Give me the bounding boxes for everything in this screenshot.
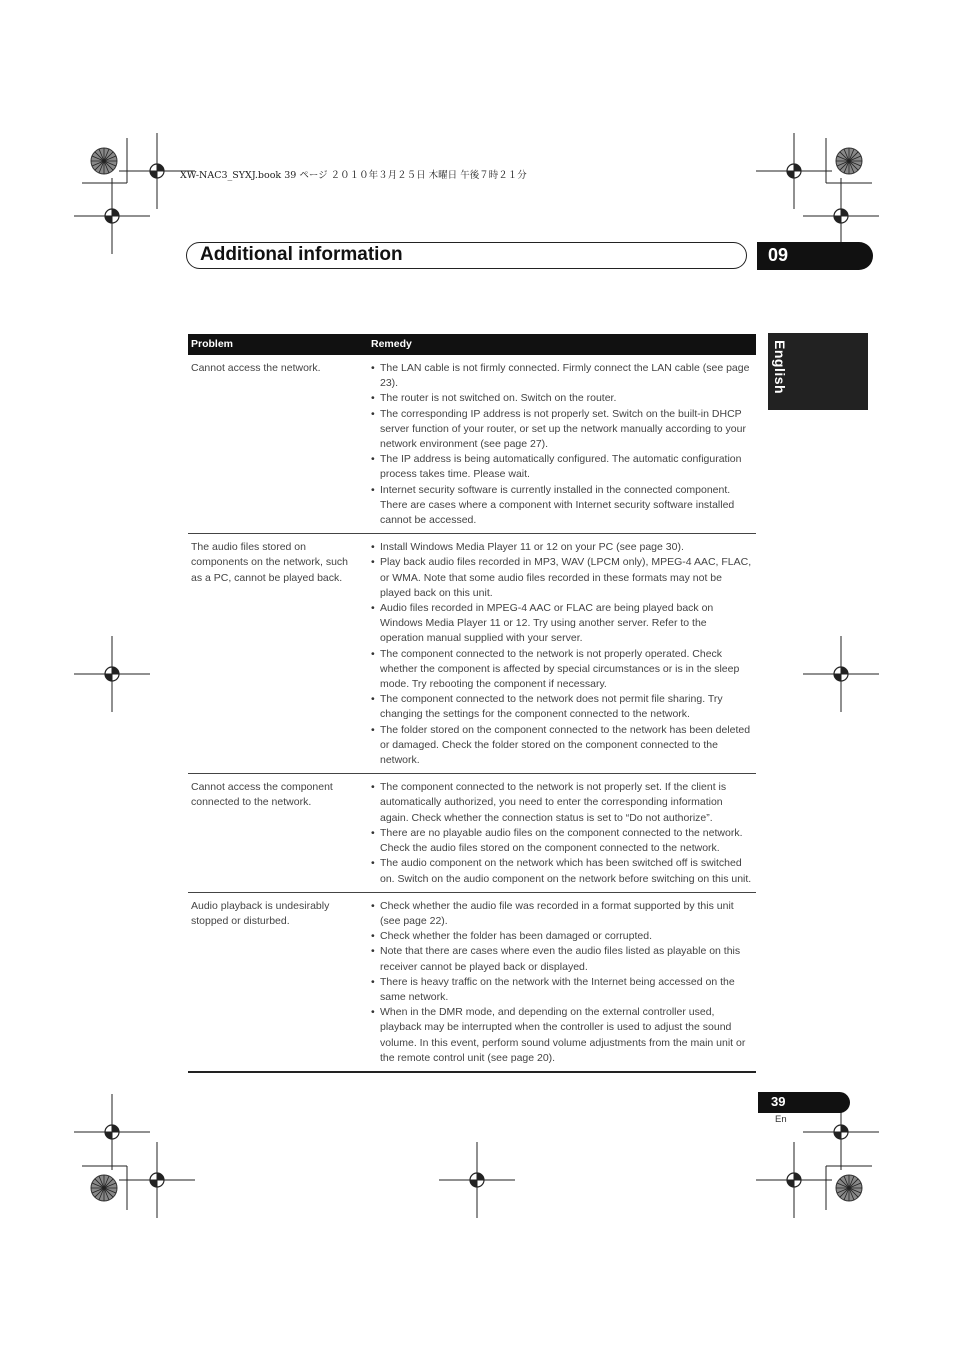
remedy-item: • Play back audio files recorded in MP3, WAV (LPCM only), MPEG-4 AAC, FLAC, or WMA. Note that some audio files recorded in these formats may not be played back on this unit. — [371, 555, 753, 601]
language-tab-label: English — [772, 340, 788, 395]
remedy-item: • There are no playable audio files on the component connected to the network. Check the audio files stored on the component connected to the network. — [371, 826, 753, 856]
remedy-cell — [368, 355, 756, 534]
header-problem: Problem — [188, 334, 368, 355]
section-title: Additional information — [200, 244, 403, 265]
troubleshooting-table — [188, 334, 756, 1073]
problem-cell: Cannot access the component connected to the network. — [188, 774, 368, 892]
remedy-item: • The audio component on the network which has been switched off is switched on. Switch on the audio component on the network before switching on this unit. — [371, 856, 753, 886]
table-row — [188, 774, 756, 892]
remedy-item: • There is heavy traffic on the network with the Internet being accessed on the same network. — [371, 975, 753, 1005]
remedy-cell — [368, 892, 756, 1072]
table-row — [188, 534, 756, 774]
remedy-item: • The component connected to the network is not properly set. If the client is automatically authorized, you need to enter the corresponding information again. Check whether the connection status is set to “Do not authorize”. — [371, 780, 753, 826]
remedy-item: • The router is not switched on. Switch on the router. — [371, 391, 753, 406]
remedy-item: • The component connected to the network is not properly operated. Check whether the component is affected by special circumstances or is in the sleep mode. Try rebooting the component if necessary. — [371, 647, 753, 693]
remedy-item: • The corresponding IP address is not properly set. Switch on the built-in DHCP server function of your router, or set up the network manually according to your network environment (see page 27). — [371, 407, 753, 453]
problem-cell: Audio playback is undesirably stopped or disturbed. — [188, 892, 368, 1072]
remedy-cell — [368, 774, 756, 892]
remedy-item: • Check whether the folder has been damaged or corrupted. — [371, 929, 753, 944]
print-metadata: XW-NAC3_SYXJ.book 39 ページ ２０１０年３月２５日 木曜日 午後７時２１分 — [180, 170, 527, 181]
remedy-item: • Check whether the audio file was recorded in a format supported by this unit (see page 22). — [371, 899, 753, 929]
remedy-item: • The component connected to the network does not permit file sharing. Try changing the settings for the component connected to the network. — [371, 692, 753, 722]
page-language: En — [775, 1114, 787, 1125]
remedy-item: • Audio files recorded in MPEG-4 AAC or FLAC are being played back on Windows Media Player 11 or 12. Try using another server. Refer to the operation manual supplied with your server. — [371, 601, 753, 647]
remedy-item: • Internet security software is currently installed in the connected component. There are cases where a component with Internet security software installed cannot be accessed. — [371, 483, 753, 529]
problem-cell: Cannot access the network. — [188, 355, 368, 534]
table-row — [188, 892, 756, 1072]
problem-cell: The audio files stored on components on the network, such as a PC, cannot be played back. — [188, 534, 368, 774]
header-remedy: Remedy — [368, 334, 756, 355]
page-number: 39 — [771, 1094, 786, 1109]
remedy-item: • The IP address is being automatically configured. The automatic configuration process takes time. Please wait. — [371, 452, 753, 482]
remedy-item: • The folder stored on the component connected to the network has been deleted or damaged. Check the folder stored on the component connected to the network. — [371, 723, 753, 769]
table-row — [188, 355, 756, 534]
remedy-item: • Install Windows Media Player 11 or 12 on your PC (see page 30). — [371, 540, 753, 555]
chapter-number: 09 — [768, 245, 789, 265]
remedy-cell — [368, 534, 756, 774]
remedy-item: • Note that there are cases where even the audio files listed as playable on this receiver cannot be played back or displayed. — [371, 944, 753, 974]
remedy-item: • When in the DMR mode, and depending on the external controller used, playback may be interrupted when the controller is used to adjust the sound volume. In this event, perform sound volume adjustments from the main unit or the remote control unit (see page 20). — [371, 1005, 753, 1066]
remedy-item: • The LAN cable is not firmly connected. Firmly connect the LAN cable (see page 23). — [371, 361, 753, 391]
